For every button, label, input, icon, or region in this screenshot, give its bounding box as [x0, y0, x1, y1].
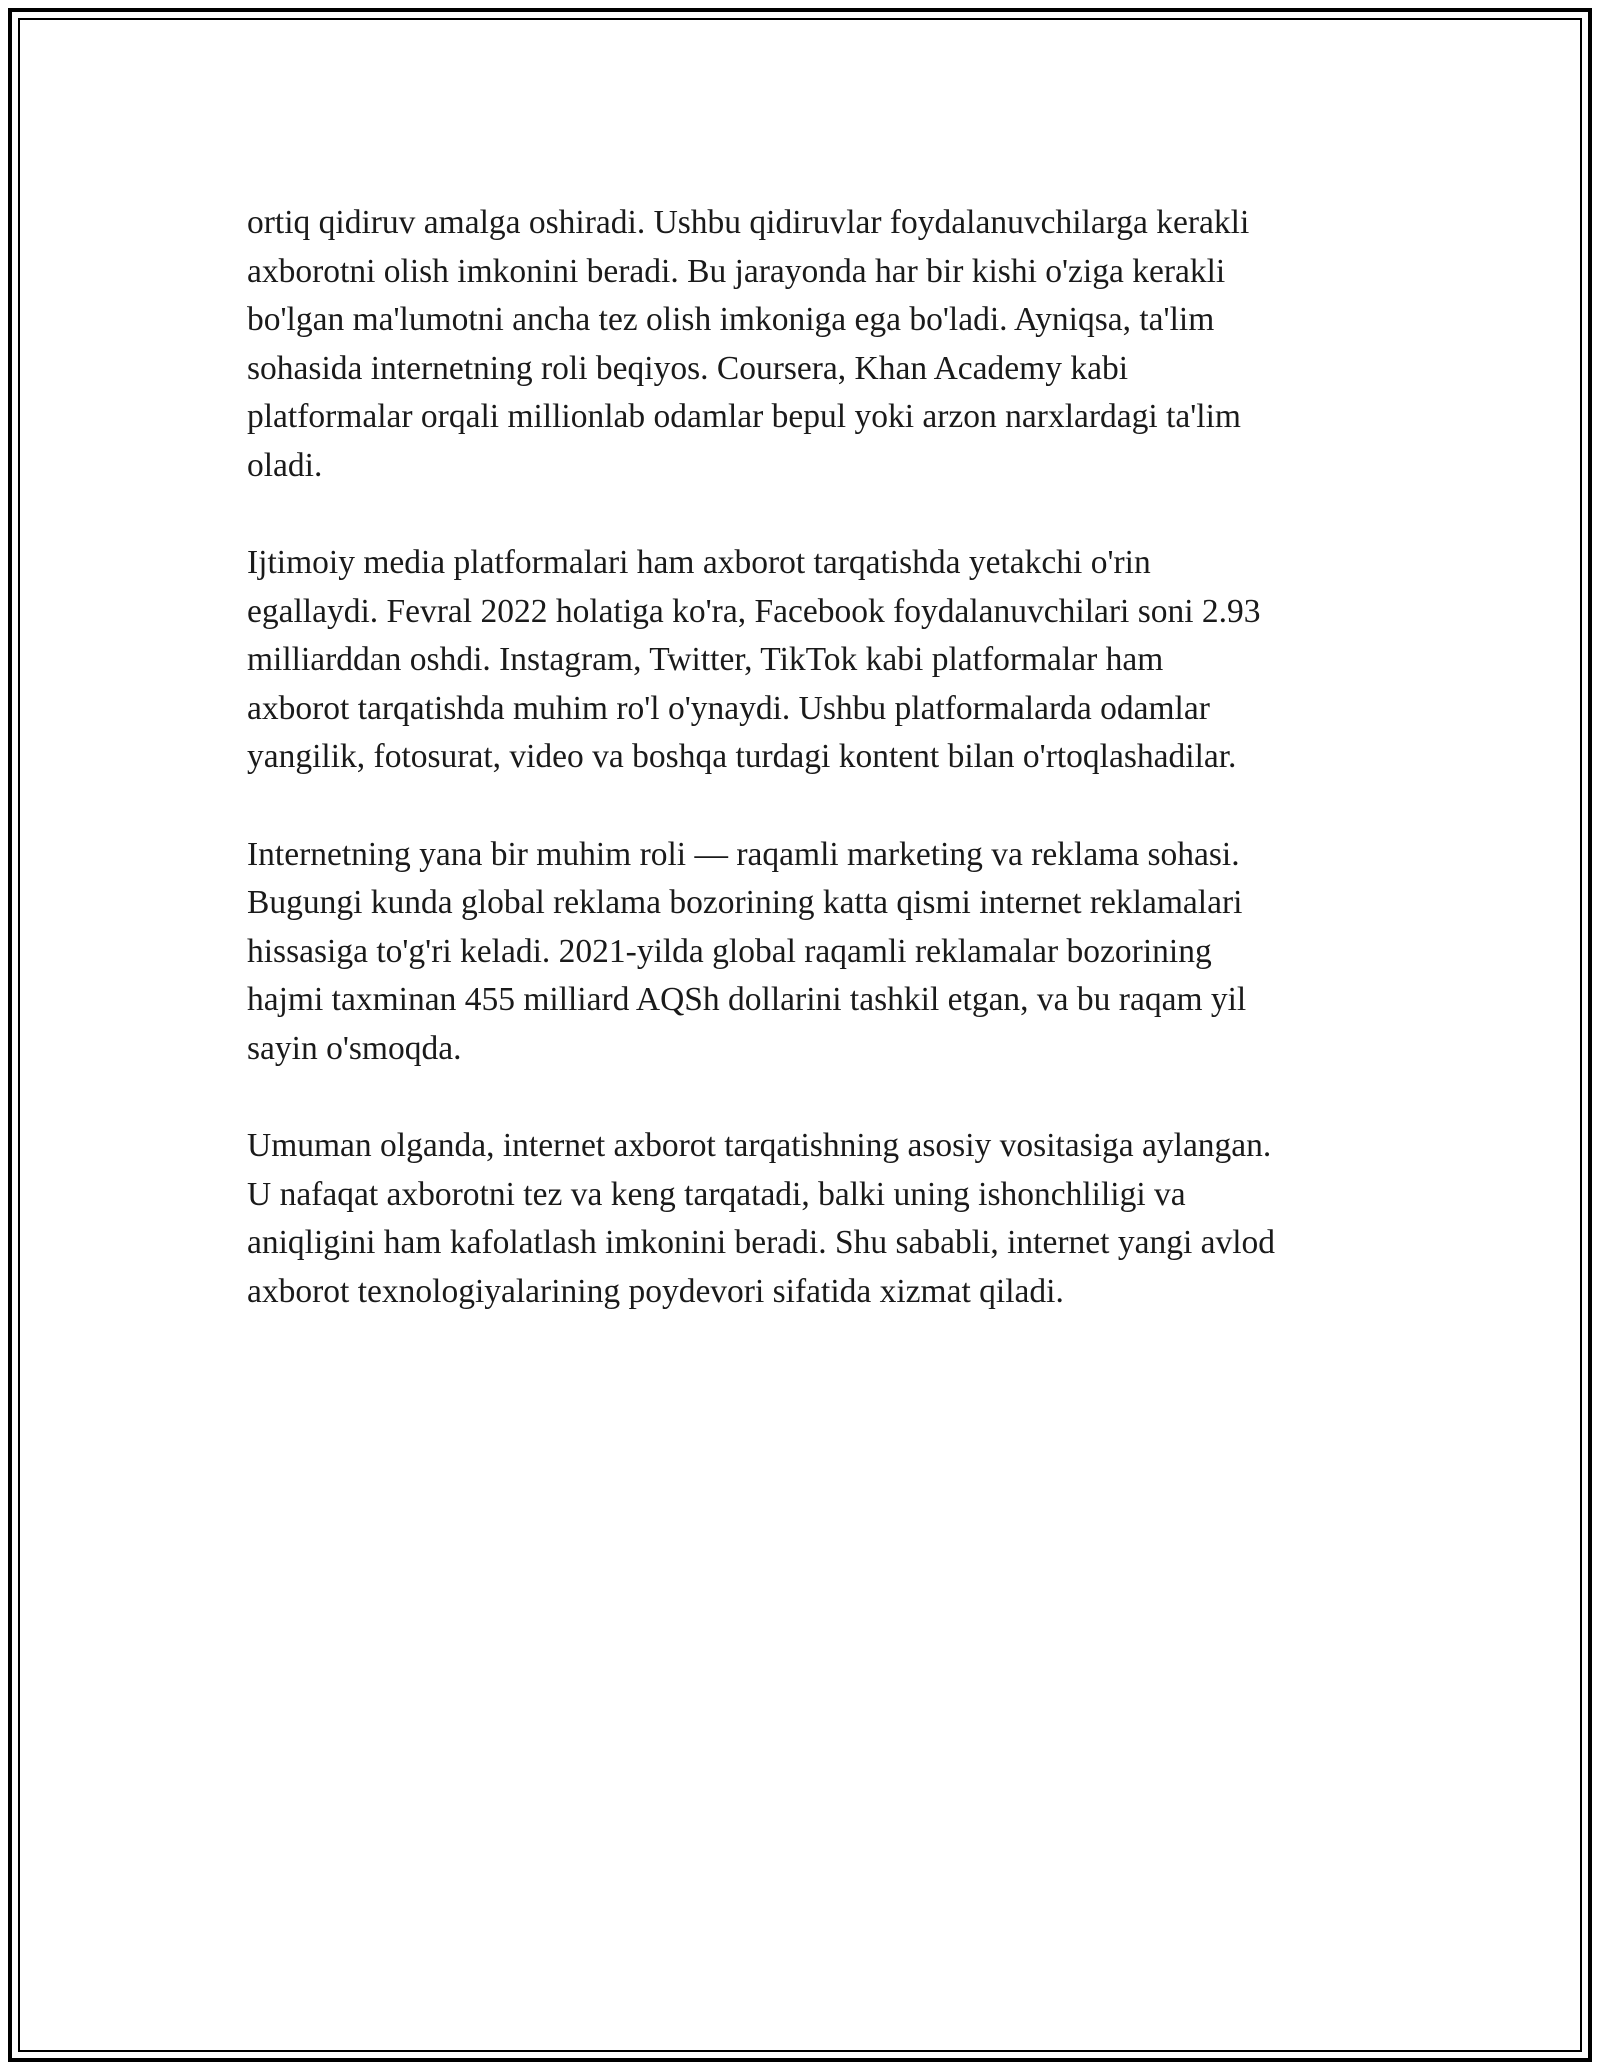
text-line: egallaydi. Fevral 2022 holatiga ko'ra, Facebook foydalanuvchilari soni 2.93 [247, 592, 1261, 630]
text-line: platformalar orqali millionlab odamlar bepul yoki arzon narxlardagi ta'lim [247, 398, 1241, 435]
text-line: sayin o'smoqda. [247, 1029, 462, 1067]
text-line: bo'lgan ma'lumotni ancha tez olish imkoniga ega bo'ladi. Ayniqsa, ta'lim [247, 301, 1215, 338]
text-line: aniqligini ham kafolatlash imkonini beradi. Shu sababli, internet yangi avlod [247, 1224, 1276, 1261]
paragraph-3 [247, 831, 1397, 1074]
page-border [8, 8, 1592, 2062]
text-line: yangilik, fotosurat, video va boshqa turdagi kontent bilan o'rtoqlashadilar. [247, 738, 1237, 775]
text-line: axborotni olish imkonini beradi. Bu jarayonda har bir kishi o'ziga kerakli [247, 252, 1226, 290]
text-line: axborot texnologiyalarining poydevori sifatida xizmat qiladi. [247, 1272, 1064, 1310]
text-line: axborot tarqatishda muhim ro'l o'ynaydi. Ushbu platformalarda odamlar [247, 689, 1210, 727]
text-line: ortiq qidiruv amalga oshiradi. Ushbu qidiruvlar foydalanuvchilarga kerakli [247, 204, 1250, 241]
text-line: U nafaqat axborotni tez va keng tarqatadi, balki uning ishonchliligi va [247, 1175, 1186, 1213]
text-line: Ijtimoiy media platformalari ham axborot tarqatishda yetakchi o'rin [247, 544, 1151, 581]
text-line: Internetning yana bir muhim roli — raqamli marketing va reklama sohasi. [247, 835, 1240, 873]
text-line: sohasida internetning roli beqiyos. Coursera, Khan Academy kabi [247, 349, 1129, 387]
paragraph-1 [247, 199, 1397, 490]
paragraph-4 [247, 1122, 1397, 1316]
text-line: Umuman olganda, internet axborot tarqatishning asosiy vositasiga aylangan. [247, 1127, 1272, 1164]
text-line: oladi. [247, 446, 323, 484]
text-line: hissasiga to'g'ri keladi. 2021-yilda global raqamli reklamalar bozorining [247, 932, 1212, 970]
document-body [247, 199, 1397, 1365]
text-line: Bugungi kunda global reklama bozorining katta qismi internet reklamalari [247, 884, 1243, 921]
text-line: milliarddan oshdi. Instagram, Twitter, TikTok kabi platformalar ham [247, 641, 1164, 678]
paragraph-2 [247, 539, 1397, 782]
text-line: hajmi taxminan 455 milliard AQSh dollarini tashkil etgan, va bu raqam yil [247, 981, 1247, 1018]
